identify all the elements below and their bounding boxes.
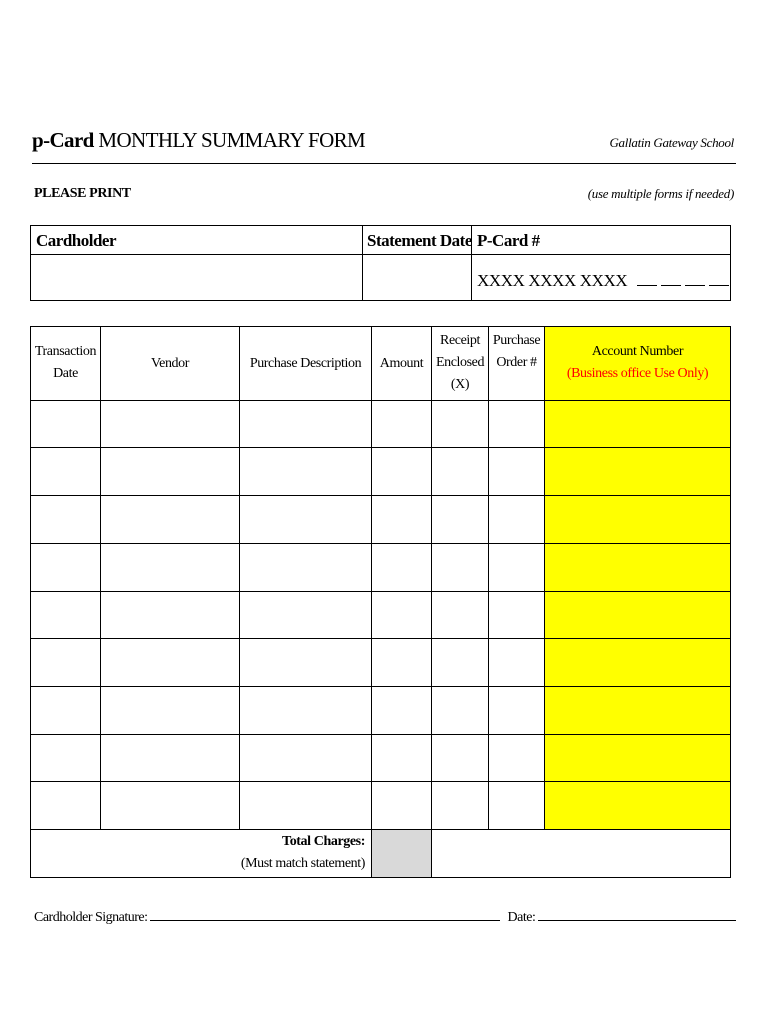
form-title-rest: MONTHLY SUMMARY FORM (93, 128, 366, 152)
total-row-divider (31, 829, 730, 830)
total-charges-label-block (151, 831, 365, 875)
multiple-forms-note: (use multiple forms if needed) (587, 186, 734, 201)
pcard-blank-3 (685, 271, 705, 286)
col-header-po-line1: Purchase (492, 333, 541, 348)
transaction-table (30, 326, 731, 878)
col-header-po-line2: Order # (496, 355, 537, 370)
header-row-divider (31, 400, 730, 401)
title-divider (32, 163, 736, 164)
row-divider (31, 734, 730, 735)
cardholder-signature-line[interactable] (150, 906, 500, 921)
col-header-account-number (545, 341, 730, 385)
col-header-transaction-line1: Transaction (34, 344, 97, 359)
col-header-receipt-line2: Enclosed (435, 355, 485, 370)
date-line[interactable] (538, 906, 736, 921)
col-header-receipt-line3: (X) (450, 377, 470, 392)
account-number-column-highlight (545, 327, 730, 829)
statement-date-label: Statement Date (367, 231, 472, 250)
row-divider (31, 686, 730, 687)
form-title (32, 128, 365, 153)
signature-row (34, 906, 736, 926)
row-divider (31, 638, 730, 639)
school-name: Gallatin Gateway School (609, 135, 734, 150)
cardholder-signature-label: Cardholder Signature: (34, 910, 148, 925)
col-header-account-note: (Business office Use Only) (566, 366, 709, 381)
col-header-transaction-date (31, 341, 100, 385)
pcard-blank-2 (661, 271, 681, 286)
row-divider (31, 543, 730, 544)
row-divider (31, 781, 730, 782)
col-header-vendor: Vendor (150, 356, 190, 371)
col-divider-1 (100, 327, 101, 829)
pcard-number-prefix: XXXX XXXX XXXX (477, 271, 628, 290)
col-header-receipt-enclosed (432, 330, 488, 396)
col-header-purchase-description: Purchase Description (249, 356, 362, 371)
col-header-receipt-line1: Receipt (440, 333, 480, 348)
total-charges-label: Total Charges: (282, 834, 365, 849)
row-divider (31, 447, 730, 448)
col-header-amount: Amount (379, 356, 424, 371)
cardholder-info-table (30, 225, 731, 301)
col-header-purchase-order (489, 330, 544, 374)
cardholder-field[interactable] (32, 255, 361, 300)
col-divider-2 (239, 327, 240, 829)
col-divider-5 (488, 327, 489, 829)
statement-date-field[interactable] (363, 255, 470, 300)
col-divider-4 (431, 327, 432, 877)
pcard-blank-4 (709, 271, 729, 286)
total-charges-field[interactable] (372, 829, 431, 877)
pcard-number-field[interactable] (477, 271, 729, 291)
col-header-transaction-line2: Date (53, 366, 78, 381)
pcard-number-label: P-Card # (477, 231, 540, 250)
cardholder-label: Cardholder (36, 231, 116, 250)
total-charges-note: (Must match statement) (240, 856, 365, 871)
row-divider (31, 495, 730, 496)
row-divider (31, 591, 730, 592)
pcard-blank-1 (637, 271, 657, 286)
col-divider-3 (371, 327, 372, 877)
col-header-account-line1: Account Number (591, 344, 684, 359)
col-divider-6 (544, 327, 545, 829)
please-print-label: PLEASE PRINT (34, 186, 131, 201)
date-label: Date: (507, 910, 536, 925)
form-title-bold: p-Card (32, 128, 94, 152)
